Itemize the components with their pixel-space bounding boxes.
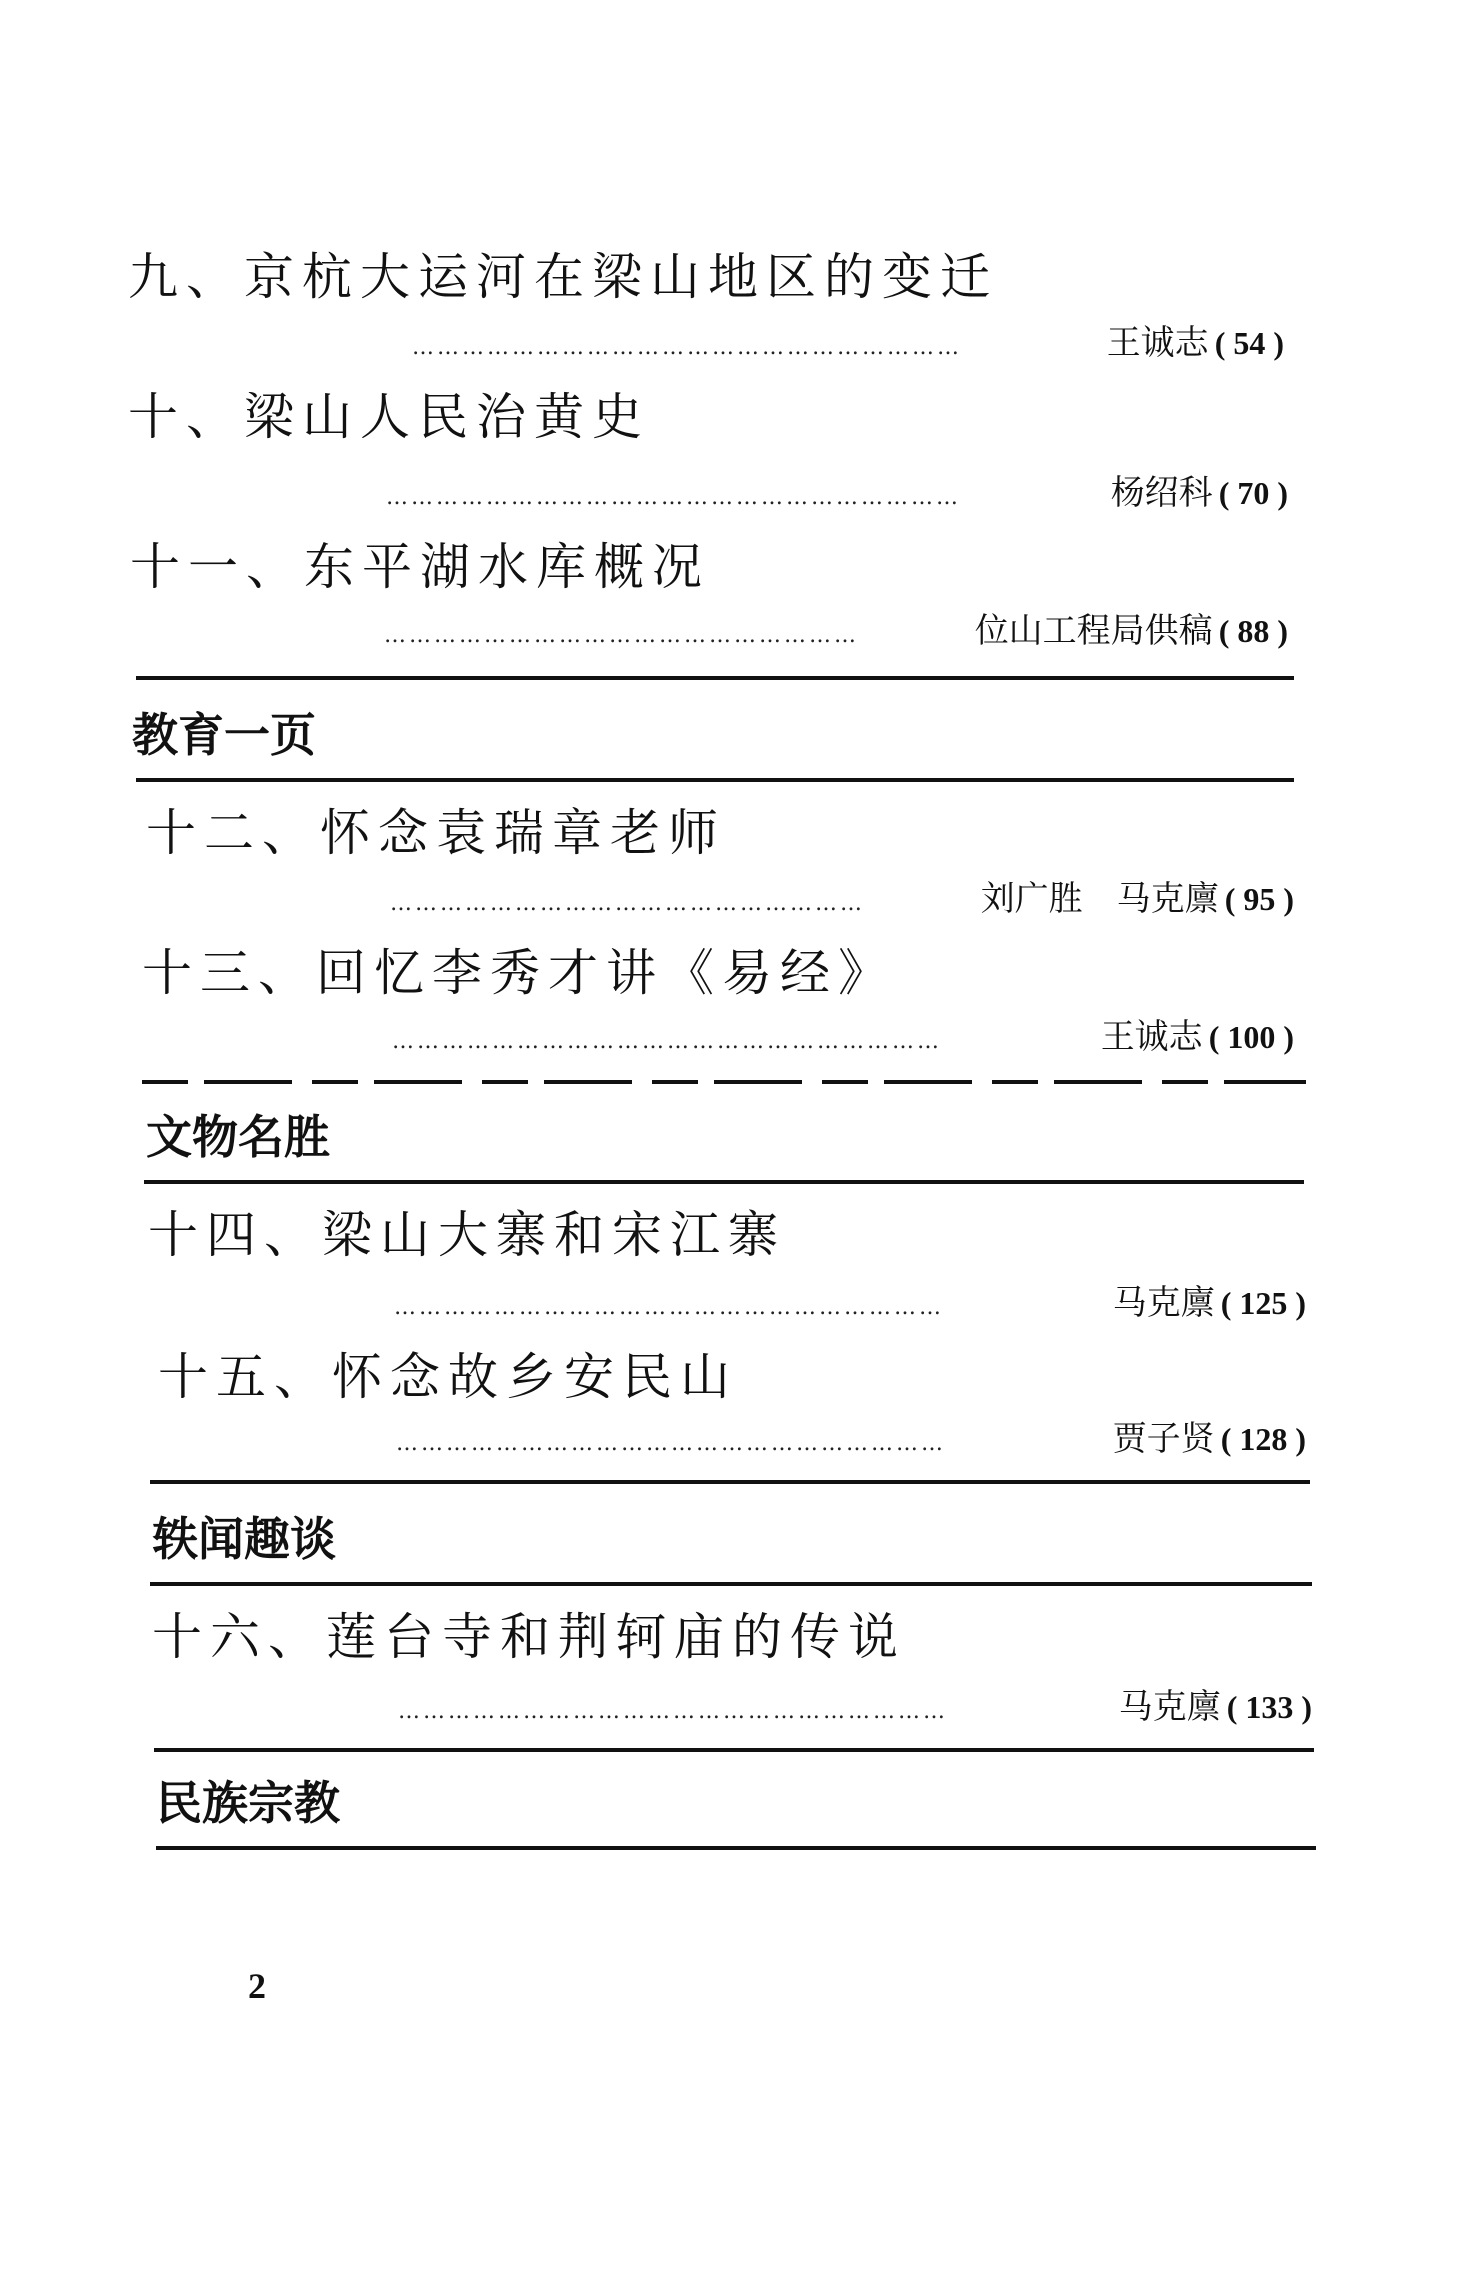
toc-entry-author: 王诚志	[1100, 1017, 1203, 1057]
toc-entry-byline	[386, 473, 1288, 513]
dot-leader: …………………………………………………	[390, 893, 865, 915]
dot-leader: …………………………………………………………	[398, 1701, 948, 1723]
toc-entry-page: ( 88 )	[1218, 613, 1288, 649]
section-rule	[136, 676, 1294, 680]
dot-leader: …………………………………………………………	[394, 1297, 944, 1319]
section-heading: 教育一页	[132, 708, 316, 762]
section-rule	[150, 1480, 1310, 1484]
dot-leader: …………………………………………………………	[396, 1433, 946, 1455]
toc-entry-page: ( 100 )	[1208, 1019, 1294, 1055]
toc-entry-author: 位山工程局供稿	[974, 611, 1213, 651]
toc-entry-title: 十四、梁山大寨和宋江寨	[148, 1206, 786, 1264]
toc-entry-page: ( 70 )	[1218, 475, 1288, 511]
toc-entry-page: ( 133 )	[1226, 1689, 1312, 1725]
toc-entry-author: 马克廪	[1112, 1283, 1215, 1323]
toc-entry-author: 马克廪	[1118, 1687, 1221, 1727]
toc-entry-title: 十三、回忆李秀才讲《易经》	[142, 944, 896, 1002]
toc-entry-author: 贾子贤	[1112, 1419, 1215, 1459]
section-rule	[144, 1180, 1304, 1184]
section-heading: 民族宗教	[156, 1776, 340, 1830]
toc-entry-title: 十二、怀念袁瑞章老师	[146, 804, 726, 862]
toc-entry-title: 十五、怀念故乡安民山	[158, 1348, 738, 1406]
toc-entry-byline	[398, 1687, 1312, 1727]
toc-entry-author: 杨绍科	[1110, 473, 1213, 513]
toc-entry-page: ( 128 )	[1220, 1421, 1306, 1457]
section-heading: 文物名胜	[146, 1110, 330, 1164]
toc-entry-byline	[394, 1283, 1306, 1323]
toc-entry-byline	[412, 323, 1284, 363]
page-number: 2	[248, 1966, 266, 2006]
toc-entry-title: 十、梁山人民治黄史	[128, 388, 650, 446]
toc-entry-title: 九、京杭大运河在梁山地区的变迁	[128, 248, 998, 306]
dot-leader: ……………………………………………………………	[386, 487, 961, 509]
dot-leader: …………………………………………………………	[412, 337, 962, 359]
toc-entry-title: 十一、东平湖水库概况	[130, 538, 710, 596]
section-rule	[156, 1846, 1316, 1850]
toc-entry-byline	[396, 1419, 1306, 1459]
section-rule	[136, 778, 1294, 782]
toc-entry-page: ( 54 )	[1214, 325, 1284, 361]
dot-leader: …………………………………………………	[384, 625, 859, 647]
toc-entry-byline	[384, 611, 1288, 651]
dot-leader: …………………………………………………………	[392, 1031, 942, 1053]
toc-entry-page: ( 95 )	[1224, 881, 1294, 917]
toc-entry-author: 王诚志	[1106, 323, 1209, 363]
toc-entry-author: 刘广胜 马克廪	[980, 879, 1219, 919]
section-rule	[150, 1582, 1312, 1586]
toc-entry-byline	[392, 1017, 1294, 1057]
toc-entry-title: 十六、莲台寺和荆轲庙的传说	[152, 1608, 906, 1666]
section-rule	[154, 1748, 1314, 1752]
toc-entry-page: ( 125 )	[1220, 1285, 1306, 1321]
toc-entry-byline	[390, 879, 1294, 919]
section-rule	[142, 1080, 1306, 1084]
section-heading: 轶闻趣谈	[152, 1512, 336, 1566]
